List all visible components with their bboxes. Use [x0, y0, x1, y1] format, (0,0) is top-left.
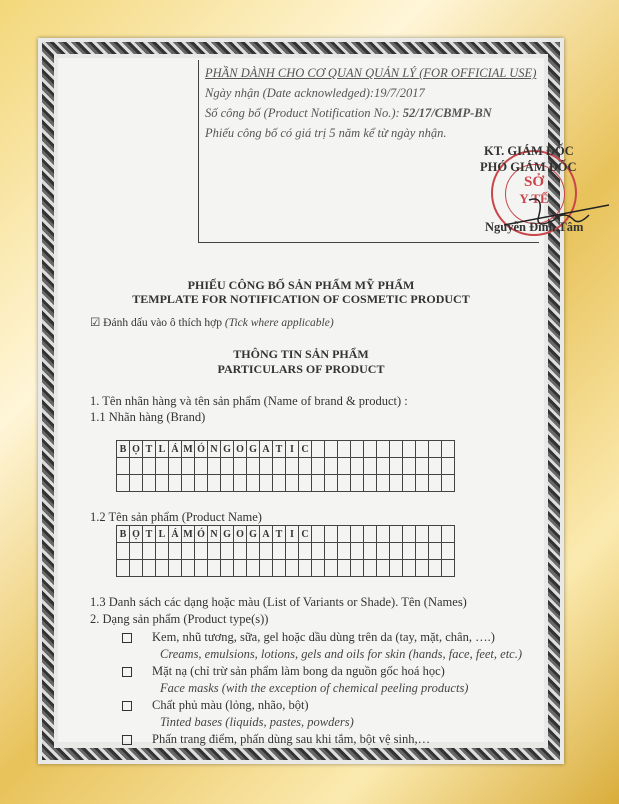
grid-cell: G [221, 441, 234, 458]
grid-cell [442, 560, 455, 577]
grid-cell [364, 560, 377, 577]
grid-cell: L [156, 526, 169, 543]
grid-cell [234, 475, 247, 492]
checkbox[interactable] [122, 735, 132, 745]
grid-cell [286, 458, 299, 475]
brand-grid [116, 440, 455, 492]
grid-cell [377, 458, 390, 475]
grid-cell [117, 475, 130, 492]
grid-cell [390, 526, 403, 543]
grid-cell [351, 475, 364, 492]
grid-cell: M [182, 441, 195, 458]
notification-number: 52/17/CBMP-BN [402, 106, 492, 120]
grid-cell [299, 560, 312, 577]
grid-cell [117, 458, 130, 475]
product-type-vi: Kem, nhũ tương, sữa, gel hoặc dầu dùng trên da (tay, mặt, chân, ….) [152, 630, 495, 644]
grid-cell [273, 458, 286, 475]
grid-cell: T [143, 526, 156, 543]
grid-cell [182, 458, 195, 475]
grid-cell [390, 441, 403, 458]
grid-cell [156, 560, 169, 577]
section-title-en: PARTICULARS OF PRODUCT [217, 362, 385, 376]
grid-cell [338, 543, 351, 560]
grid-cell [195, 475, 208, 492]
grid-cell [351, 526, 364, 543]
grid-cell: M [182, 526, 195, 543]
grid-cell [442, 441, 455, 458]
grid-cell [325, 560, 338, 577]
grid-cell [260, 543, 273, 560]
grid-cell [377, 543, 390, 560]
grid-cell: T [143, 441, 156, 458]
grid-cell [312, 475, 325, 492]
grid-cell: A [260, 526, 273, 543]
grid-cell [429, 458, 442, 475]
grid-cell [429, 526, 442, 543]
grid-cell [364, 526, 377, 543]
grid-cell [156, 458, 169, 475]
grid-cell [442, 458, 455, 475]
grid-cell [195, 560, 208, 577]
item-1-2: 1.2 Tên sản phẩm (Product Name) [90, 510, 262, 524]
product-type-en: Creams, emulsions, lotions, gels and oils for skin (hands, face, feet, etc.) [160, 647, 522, 661]
grid-cell [390, 475, 403, 492]
grid-cell [390, 458, 403, 475]
grid-cell: G [221, 526, 234, 543]
grid-cell [286, 475, 299, 492]
grid-cell [208, 560, 221, 577]
grid-cell: O [234, 441, 247, 458]
grid-cell: B [117, 441, 130, 458]
stamp-text: SỞ [523, 174, 544, 190]
grid-cell [416, 526, 429, 543]
checkbox[interactable] [122, 633, 132, 643]
section-title-vi: THÔNG TIN SẢN PHẨM [233, 347, 369, 361]
grid-cell [260, 458, 273, 475]
grid-cell [325, 526, 338, 543]
grid-cell [143, 475, 156, 492]
grid-cell [156, 475, 169, 492]
grid-cell [130, 543, 143, 560]
sign-title-1: KT. GIÁM ĐỐC [484, 144, 574, 158]
grid-cell [364, 543, 377, 560]
grid-cell: Ó [195, 526, 208, 543]
grid-cell [299, 475, 312, 492]
document-content [58, 58, 584, 746]
grid-cell [390, 560, 403, 577]
grid-cell [351, 441, 364, 458]
grid-cell [416, 543, 429, 560]
grid-cell: B [117, 526, 130, 543]
grid-cell [325, 475, 338, 492]
grid-cell [143, 458, 156, 475]
grid-cell [364, 458, 377, 475]
sign-title-2: PHÓ GIÁM ĐỐC [480, 160, 577, 174]
grid-cell [403, 458, 416, 475]
grid-cell [169, 458, 182, 475]
grid-cell [247, 458, 260, 475]
grid-cell [117, 560, 130, 577]
product-type-vi: Mặt nạ (chỉ trừ sản phẩm làm bong da nguồn gốc hoá học) [152, 664, 445, 678]
grid-cell: Ọ [130, 526, 143, 543]
grid-cell [403, 526, 416, 543]
grid-cell [377, 441, 390, 458]
grid-cell [403, 475, 416, 492]
grid-cell: O [234, 526, 247, 543]
grid-cell: C [299, 526, 312, 543]
official-use-box [198, 60, 584, 243]
grid-cell [208, 458, 221, 475]
grid-cell [208, 475, 221, 492]
grid-cell [403, 441, 416, 458]
grid-cell [247, 543, 260, 560]
checkbox[interactable] [122, 667, 132, 677]
grid-cell [130, 458, 143, 475]
grid-cell [416, 475, 429, 492]
notification-label: Số công bố (Product Notification No.): [205, 106, 400, 120]
grid-cell [247, 560, 260, 577]
grid-cell [130, 475, 143, 492]
product-name-grid [116, 525, 455, 577]
grid-cell [273, 475, 286, 492]
official-header: PHẦN DÀNH CHO CƠ QUAN QUẢN LÝ (FOR OFFICIAL USE) [205, 66, 537, 80]
grid-cell [338, 458, 351, 475]
grid-cell [234, 560, 247, 577]
product-type-vi: Chất phủ màu (lỏng, nhão, bột) [152, 698, 309, 712]
grid-cell [130, 560, 143, 577]
grid-cell [429, 543, 442, 560]
grid-cell [182, 560, 195, 577]
grid-cell: A [260, 441, 273, 458]
grid-cell [143, 560, 156, 577]
grid-cell [260, 475, 273, 492]
product-type-option [122, 698, 309, 713]
item-1: 1. Tên nhãn hàng và tên sản phẩm (Name of brand & product) : [90, 394, 408, 408]
product-type-en: Tinted bases (liquids, pastes, powders) [160, 715, 354, 729]
grid-cell [351, 560, 364, 577]
grid-cell [442, 543, 455, 560]
grid-cell: C [299, 441, 312, 458]
grid-cell [364, 441, 377, 458]
grid-cell [169, 543, 182, 560]
grid-cell [429, 560, 442, 577]
grid-cell [312, 441, 325, 458]
grid-cell [312, 458, 325, 475]
grid-cell [182, 543, 195, 560]
grid-cell [416, 560, 429, 577]
grid-cell [195, 458, 208, 475]
grid-cell: N [208, 526, 221, 543]
grid-cell [325, 543, 338, 560]
grid-cell [169, 475, 182, 492]
grid-cell [195, 543, 208, 560]
grid-cell [286, 543, 299, 560]
grid-cell: Ọ [130, 441, 143, 458]
grid-cell [416, 441, 429, 458]
grid-cell [442, 526, 455, 543]
grid-cell [234, 458, 247, 475]
grid-cell [429, 441, 442, 458]
grid-cell [442, 475, 455, 492]
grid-cell [390, 543, 403, 560]
checkbox[interactable] [122, 701, 132, 711]
grid-cell [221, 458, 234, 475]
grid-cell [312, 560, 325, 577]
grid-cell [117, 543, 130, 560]
product-type-option [122, 664, 445, 679]
grid-cell [299, 543, 312, 560]
product-type-option [122, 732, 430, 747]
title-en: TEMPLATE FOR NOTIFICATION OF COSMETIC PRODUCT [132, 292, 470, 306]
grid-cell [377, 526, 390, 543]
grid-cell: T [273, 441, 286, 458]
grid-cell [221, 543, 234, 560]
grid-cell [338, 560, 351, 577]
grid-cell [208, 543, 221, 560]
date-acknowledged: Ngày nhận (Date acknowledged):19/7/2017 [205, 86, 425, 100]
grid-cell [325, 458, 338, 475]
item-1-3: 1.3 Danh sách các dạng hoặc màu (List of Variants or Shade). Tên (Names) [90, 595, 467, 609]
grid-cell [338, 441, 351, 458]
grid-cell [403, 543, 416, 560]
grid-cell [351, 458, 364, 475]
grid-cell [416, 458, 429, 475]
grid-cell [312, 543, 325, 560]
grid-cell [429, 475, 442, 492]
grid-cell: G [247, 526, 260, 543]
grid-cell [234, 543, 247, 560]
item-1-1: 1.1 Nhãn hàng (Brand) [90, 410, 206, 424]
grid-cell [221, 475, 234, 492]
grid-cell: N [208, 441, 221, 458]
grid-cell [403, 560, 416, 577]
grid-cell [377, 560, 390, 577]
grid-cell: I [286, 526, 299, 543]
grid-cell [143, 543, 156, 560]
grid-cell: Ó [195, 441, 208, 458]
grid-cell [299, 458, 312, 475]
grid-cell: I [286, 441, 299, 458]
grid-cell [260, 560, 273, 577]
title-vi: PHIẾU CÔNG BỐ SẢN PHẨM MỸ PHẨM [187, 278, 415, 292]
grid-cell [351, 543, 364, 560]
product-type-vi: Phấn trang điểm, phấn dùng sau khi tắm, bột vệ sinh,… [152, 732, 431, 746]
grid-cell [338, 526, 351, 543]
grid-cell [377, 475, 390, 492]
grid-cell [325, 441, 338, 458]
grid-cell: Á [169, 441, 182, 458]
tick-note: ☑ Đánh dấu vào ô thích hợp [90, 317, 223, 329]
product-type-option [122, 630, 495, 645]
grid-cell [286, 560, 299, 577]
grid-cell [169, 560, 182, 577]
stamp-text: Y TẾ [519, 191, 549, 206]
grid-cell [338, 475, 351, 492]
grid-cell [364, 475, 377, 492]
grid-cell [273, 543, 286, 560]
tick-note-en: (Tick where applicable) [224, 317, 334, 329]
grid-cell [273, 560, 286, 577]
grid-cell: L [156, 441, 169, 458]
item-2: 2. Dạng sản phẩm (Product type(s)) [90, 612, 269, 626]
grid-cell: Á [169, 526, 182, 543]
grid-cell [182, 475, 195, 492]
validity-note: Phiếu công bố có giá trị 5 năm kể từ ngày nhận. [205, 126, 447, 140]
grid-cell [312, 526, 325, 543]
grid-cell: G [247, 441, 260, 458]
product-type-en: Face masks (with the exception of chemical peeling products) [160, 681, 469, 695]
grid-cell [221, 560, 234, 577]
grid-cell [156, 543, 169, 560]
grid-cell [247, 475, 260, 492]
signer-name: Nguyễn Đình Tâm [485, 220, 584, 234]
grid-cell: T [273, 526, 286, 543]
